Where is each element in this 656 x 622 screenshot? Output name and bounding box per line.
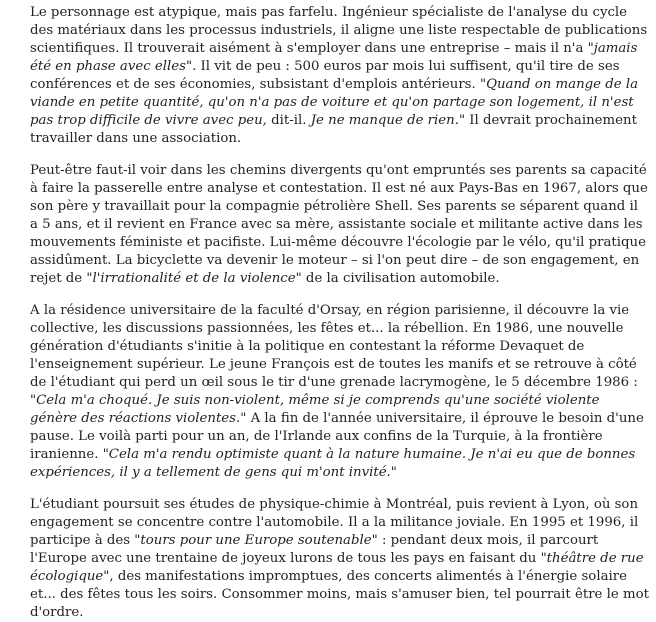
body-text: Peut-être faut-il voir dans les chemins divergents qu'ont empruntés ses parents sa capacité à faire la passerelle entre analyse et contestation. Il est né aux Pays-Bas en 1967, alors que son père y travaillait pour la compagnie pétrolière Shell. Ses parents se séparent quand il a 5 ans, et il revient en France avec sa mère, assistante sociale et militante active dans les mouvements féministe et pacifiste. Lui-même découvre l'écologie par le vélo, qu'il pratique assidûment. La bicyclette va devenir le moteur – si l'on peut dire – de son engagement, en rejet de <box>30 163 648 286</box>
body-text: de la civilisation automobile. <box>301 271 500 286</box>
quote-text: "Quand on mange de la viande en petite quantité, qu'on n'a pas de voiture et qu'on partage son logement, il n'est pas trop difficile de vivre avec peu, <box>30 77 639 128</box>
body-text: , des manifestations impromptues, des concerts alimentés à l'énergie solaire et... des fêtes tous les soirs. Consommer moins, mais s'amuser bien, tel pourrait être le mot d'ordre. <box>30 569 649 620</box>
quote-text: "Cela m'a choqué. Je suis non-violent, même si je comprends qu'une société violente génère des réactions violentes." <box>30 393 600 426</box>
article-paragraph <box>30 162 649 288</box>
article-paragraph <box>30 302 649 482</box>
body-text: . Il vit de peu : 500 euros par mois lui suffisent, qu'il tire de ses conférences et de ses économies, subsistant d'emplois antérieurs. <box>30 59 620 92</box>
quote-text: "Cela m'a rendu optimiste quant à la nature humaine. Je n'ai eu que de bonnes expériences, il y a tellement de gens qui m'ont invité." <box>30 447 636 480</box>
body-text: dit-il. <box>266 113 311 128</box>
body-text: A la fin de l'année universitaire, il éprouve le besoin d'une pause. Le voilà parti pour un an, de l'Irlande aux confins de la Turquie, à la frontière iranienne. <box>30 411 644 462</box>
quote-text: Je ne manque de rien." <box>310 113 466 128</box>
quote-text: "jamais été en phase avec elles" <box>30 41 638 74</box>
body-text: A la résidence universitaire de la faculté d'Orsay, en région parisienne, il découvre la vie collective, les discussions passionnées, les fêtes et... la rébellion. En 1986, une nouvelle génération d'étudiants s'initie à la politique en contestant la réforme Devaquet de l'enseignement supérieur. Le jeune François est de toutes les manifs et se retrouve à côté de l'étudiant qui perd un œil sous le tir d'une grenade lacrymogène, le 5 décembre 1986 : <box>30 303 638 390</box>
body-text: : pendant deux mois, il parcourt l'Europe avec une trentaine de joyeux lurons de tous les pays en faisant du <box>30 533 599 566</box>
body-text: L'étudiant poursuit ses études de physique-chimie à Montréal, puis revient à Lyon, où son engagement se concentre contre l'automobile. Il a la militance joviale. En 1995 et 1996, il participe à des <box>30 497 639 548</box>
body-text: Il devrait prochainement travailler dans une association. <box>30 113 637 146</box>
body-text: Le personnage est atypique, mais pas farfelu. Ingénieur spécialiste de l'analyse du cycle des matériaux dans les processus industriels, il aligne une liste respectable de publications scientifiques. Il trouverait aisément à s'employer dans une entreprise – mais il n'a <box>30 5 648 56</box>
article-paragraph <box>30 496 649 622</box>
quote-text: "l'irrationalité et de la violence" <box>86 271 302 286</box>
article-paragraph <box>30 4 649 148</box>
quote-text: "tours pour une Europe soutenable" <box>134 533 378 548</box>
quote-text: "théâtre de rue écologique" <box>30 551 644 584</box>
